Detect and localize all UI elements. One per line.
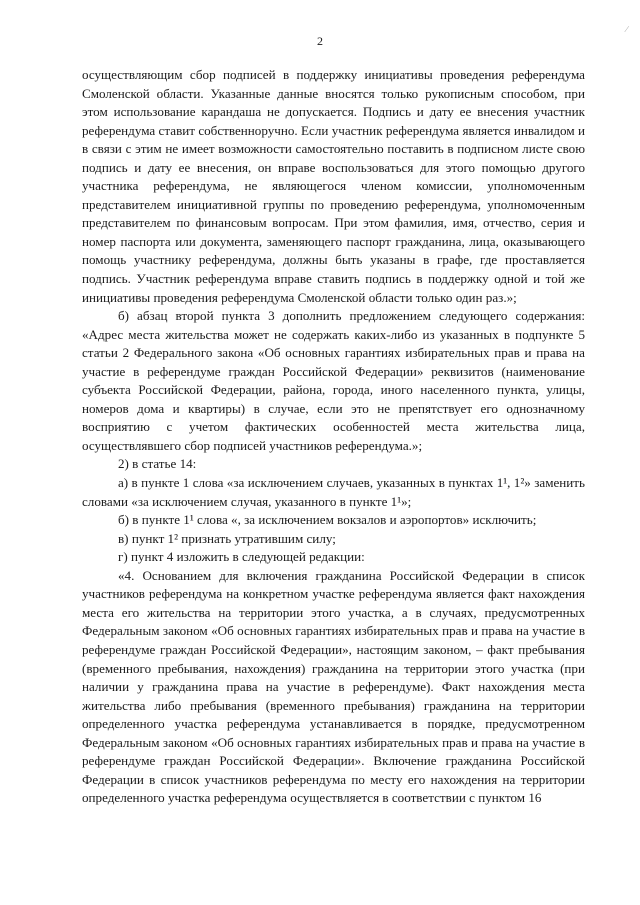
paragraph-item-g: г) пункт 4 изложить в следующей редакции:	[118, 549, 365, 565]
paragraph-item-v: в) пункт 1² признать утратившим силу;	[118, 530, 336, 546]
paragraph-item-b-abzac: б) абзац второй пункта 3 дополнить предложением следующего содержания: «Адрес места жительства может не содержать каких-либо из указанных в подпункте 5 статьи 2 Федерального закона «Об основных гарантиях избирательных прав и права на участие в референдуме граждан Российской Федерации» реквизитов (наименование субъекта Российской Федерации, района, города, иного населенного пункта, улицы, номеров дома и квартиры) в случае, если это не препятствует его однозначному восприятию с учетом фактических особенностей места жительства лица, осуществлявшего сбор подписей участников референдума.»;	[82, 308, 585, 453]
page-number: 2	[317, 34, 323, 48]
paragraph-item-b: б) в пункте 1¹ слова «, за исключением вокзалов и аэропортов» исключить;	[118, 512, 537, 528]
scan-edge-mark: ∕	[626, 24, 628, 34]
paragraph-item-2: 2) в статье 14:	[118, 456, 197, 472]
document-body	[82, 66, 585, 808]
paragraph-item-a: а) в пункте 1 слова «за исключением случаев, указанных в пунктах 1¹, 1²» заменить словами «за исключением случая, указанного в пункте 1¹»;	[82, 475, 585, 509]
paragraph-continuation: осуществляющим сбор подписей в поддержку инициативы проведения референдума Смоленской области. Указанные данные вносятся только рукописным способом, при этом использование карандаша не допускается. Подпись и дату ее внесения участник референдума ставит собственноручно. Если участник референдума является инвалидом и в связи с этим не имеет возможности самостоятельно поставить в подписном листе свою подпись и дату ее внесения, он вправе воспользоваться для этого помощью другого участника референдума, не являющегося членом комиссии, уполномоченным представителем инициативной группы по проведению референдума, уполномоченным представителем по финансовым вопросам. При этом фамилия, имя, отчество, серия и номер паспорта или документа, заменяющего паспорт гражданина, лица, оказывающего помощь участнику референдума, должны быть указаны в графе, где проставляется подпись. Участник референдума вправе ставить подпись в поддержку одной и той же инициативы проведения референдума Смоленской области только один раз.»;	[82, 67, 585, 305]
paragraph-point-4: «4. Основанием для включения гражданина Российской Федерации в список участников референдума на конкретном участке референдума является факт нахождения места его жительства на территории этого участка, а в случаях, предусмотренных Федеральным законом «Об основных гарантиях избирательных прав и права на участие в референдуме граждан Российской Федерации», настоящим законом, – факт пребывания (временного пребывания, нахождения) гражданина на территории этого участка (при наличии у гражданина права на участие в референдуме). Факт нахождения места жительства либо пребывания (временного пребывания) гражданина на территории определенного участка референдума устанавливается в порядке, предусмотренном Федеральным законом «Об основных гарантиях избирательных прав и права на участие в референдуме граждан Российской Федерации». Включение гражданина Российской Федерации в список участников референдума по месту его нахождения на территории определенного участка референдума осуществляется в соответствии с пунктом 16	[82, 567, 585, 806]
